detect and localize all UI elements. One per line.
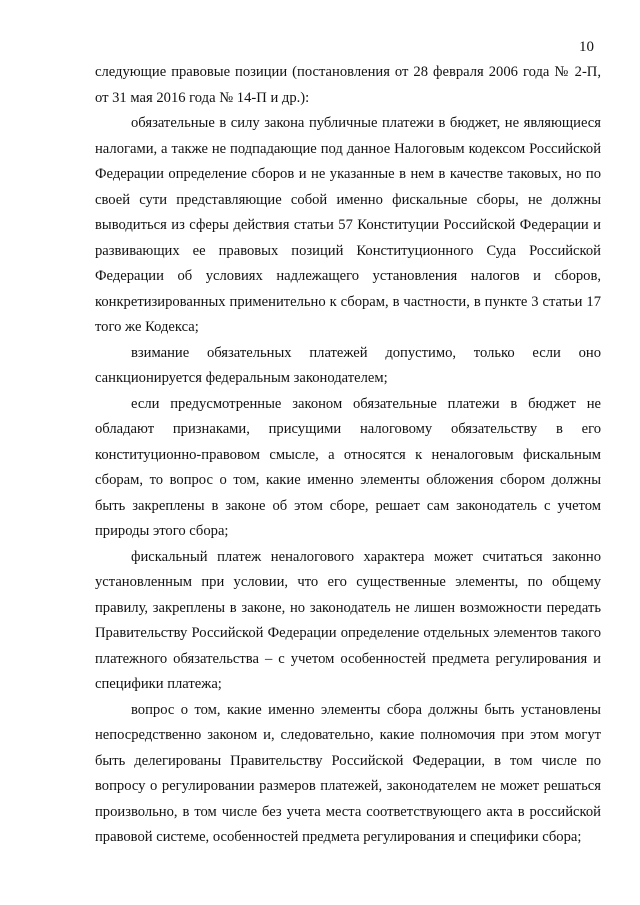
- document-body: [95, 60, 601, 851]
- paragraph-fiscal-payment: фискальный платеж неналогового характера может считаться законно установленным при условии, что его существенные элементы, по общему правилу, закреплены в законе, но законодатель не лишен возможности передать Правительству Российской Федерации определение отдельных элементов такого платежного обязательства – с учетом особенностей предмета регулирования и специфики платежа;: [95, 548, 601, 692]
- paragraph-public-payments: обязательные в силу закона публичные платежи в бюджет, не являющиеся налогами, а также не подпадающие под данное Налоговым кодексом Российской Федерации определение сборов и не указанные в нем в качестве таковых, но по своей сути представляющие собой именно фискальные сборы, не должны выводиться из сферы действия статьи 57 Конституции Российской Федерации и развивающих ее правовых позиций Конституционного Суда Российской Федерации об условиях надлежащего установления налогов и сборов, конкретизированных применительно к сборам, в частности, в пункте 3 статьи 17 того же Кодекса;: [95, 115, 601, 335]
- page-number: 10: [579, 39, 594, 55]
- paragraph-delegation: вопрос о том, какие именно элементы сбора должны быть установлены непосредственно законом и, следовательно, какие полномочия при этом могут быть делегированы Правительству Российской Федерации, в том числе по вопросу о регулировании размеров платежей, законодателем не может решаться произвольно, в том числе без учета места соответствующего акта в российской правовой системе, особенностей предмета регулирования и специфики сбора;: [95, 701, 601, 845]
- paragraph-intro: следующие правовые позиции (постановления от 28 февраля 2006 года № 2-П, от 31 мая 2016 года № 14-П и др.):: [95, 64, 601, 106]
- paragraph-collection-permitted: взимание обязательных платежей допустимо, только если оно санкционируется федеральным законодателем;: [95, 344, 601, 386]
- paragraph-non-tax-fees: если предусмотренные законом обязательные платежи в бюджет не обладают признаками, присущими налоговому обязательству в его конституционно-правовом смысле, а относятся к неналоговым фискальным сборам, то вопрос о том, какие именно элементы обложения сбором должны быть закреплены в законе об этом сборе, решает сам законодатель с учетом природы этого сбора;: [95, 395, 601, 539]
